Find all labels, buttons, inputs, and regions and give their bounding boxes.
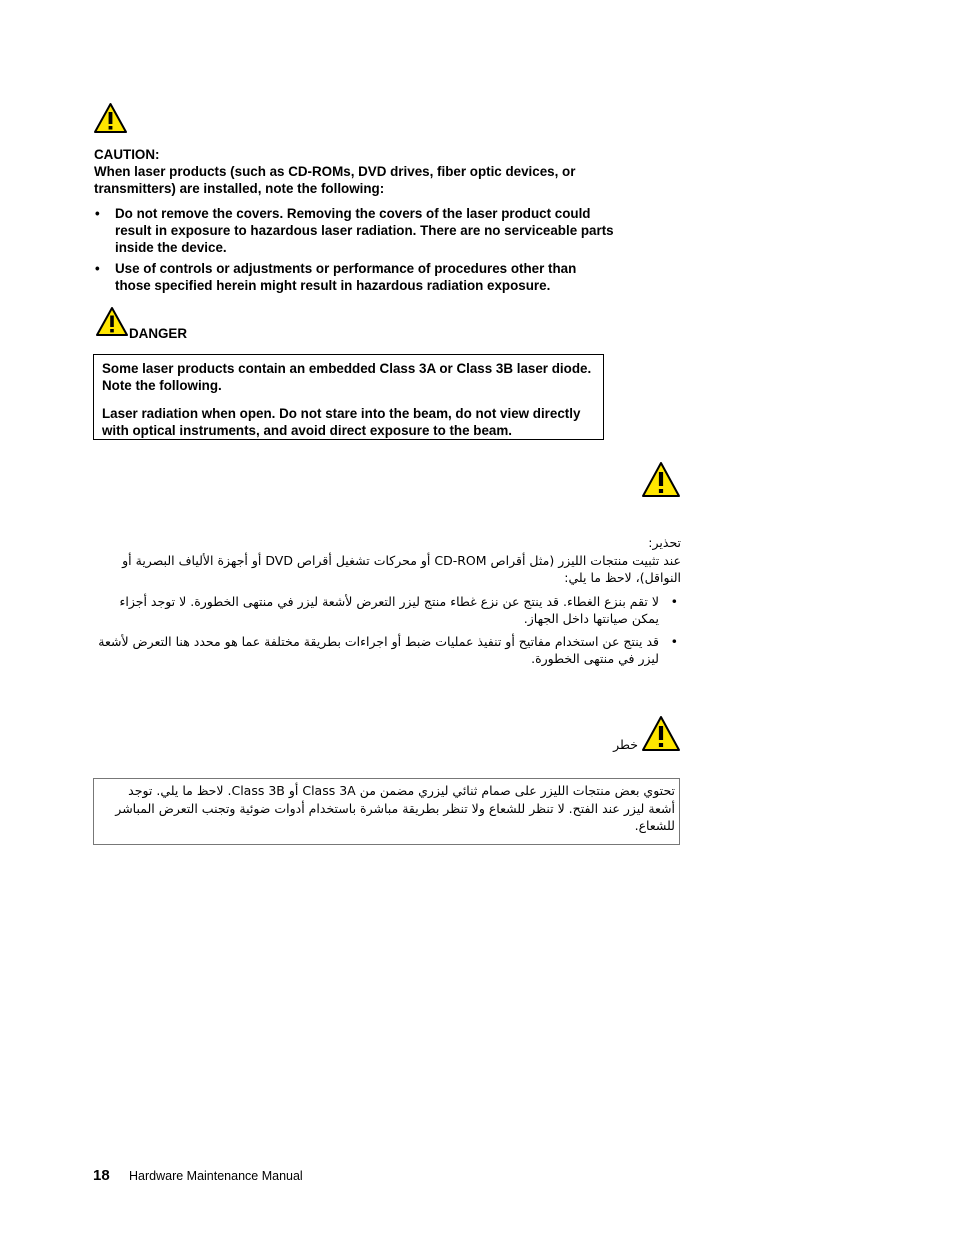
caution-section-ar: [93, 534, 681, 668]
manual-title: Hardware Maintenance Manual: [129, 1169, 303, 1183]
caution-label: CAUTION:: [94, 147, 160, 162]
caution-list: [94, 205, 614, 294]
danger-box-en: [93, 354, 604, 440]
danger-label-en: DANGER: [129, 326, 188, 341]
caution-label-ar: تحذير:: [648, 535, 681, 550]
danger-box-paragraph: Laser radiation when open. Do not stare into the beam, do not view directly with optical instruments, and avoid direct exposure to the beam.: [102, 406, 581, 438]
list-item: • Do not remove the covers. Removing the covers of the laser product could result in exposure to hazardous laser radiation. There are no serviceable parts inside the device.: [94, 205, 614, 256]
list-item: • لا تقم بنزع الغطاء. قد ينتج عن نزع غطاء منتج ليزر التعرض لأشعة ليزر في منتهى الخطورة. لا توجد أجزاء يمكن صيانتها داخل الجهاز.: [93, 593, 681, 628]
danger-box-paragraph-ar: تحتوي بعض منتجات الليزر على صمام ثنائي ليزري مضمن من Class 3A أو Class 3B. لاحظ ما يلي. توجد أشعة ليزر عند الفتح. لا تنظر للشعاع ولا تنظر بطريقة مباشرة باستخدام أدوات ضوئية وتجنب التعرض المباشر للشعاع.: [115, 783, 675, 833]
warning-icon: [95, 306, 129, 337]
caution-intro: When laser products (such as CD-ROMs, DVD drives, fiber optic devices, or transmitters) are installed, note the following:: [94, 164, 576, 196]
caution-list-ar: [93, 593, 681, 668]
warning-icon: [641, 715, 681, 752]
warning-icon: [93, 102, 128, 134]
list-item: • قد ينتج عن استخدام مفاتيح أو تنفيذ عمليات ضبط أو اجراءات بطريقة مختلفة عما هو محدد هنا التعرض لأشعة ليزر في منتهى الخطورة.: [93, 633, 681, 668]
danger-box-paragraph: Some laser products contain an embedded Class 3A or Class 3B laser diode. Note the following.: [102, 361, 592, 393]
caution-section-en: [94, 146, 614, 294]
caution-intro-ar: عند تثبيت منتجات الليزر (مثل أقراص CD-ROM أو محركات تشغيل أقراص DVD أو أجهزة الألياف البصرية أو النواقل)، لاحظ ما يلي:: [122, 552, 681, 585]
list-item: • Use of controls or adjustments or performance of procedures other than those specified herein might result in hazardous radiation exposure.: [94, 260, 614, 294]
danger-box-ar: [93, 778, 680, 845]
danger-label-ar: خطر: [613, 737, 638, 752]
page-number: 18: [93, 1167, 110, 1184]
warning-icon: [641, 461, 681, 498]
